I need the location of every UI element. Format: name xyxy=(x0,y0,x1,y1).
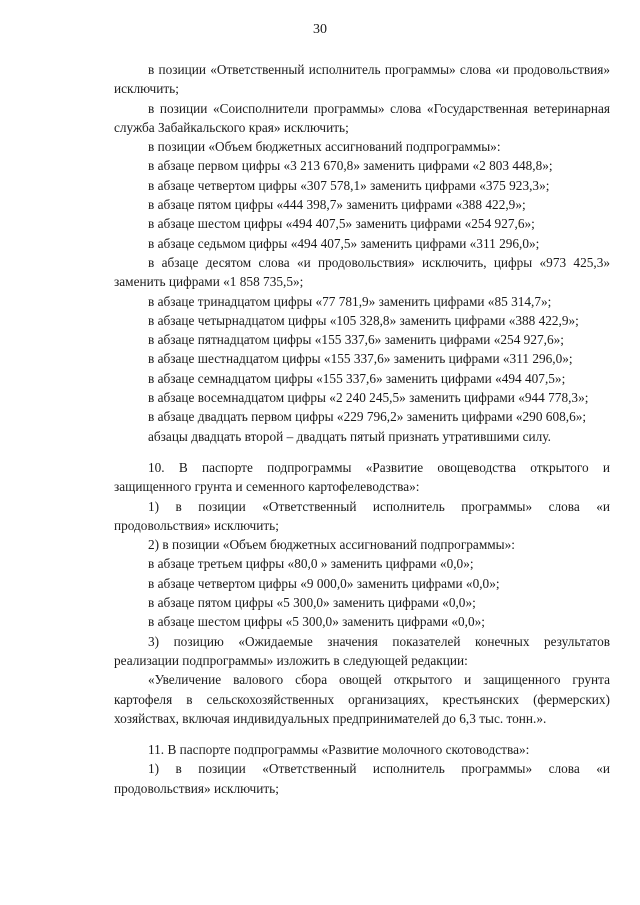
paragraph: в абзаце пятом цифры «5 300,0» заменить цифрами «0,0»; xyxy=(148,595,476,611)
paragraph: в абзаце пятом цифры «444 398,7» заменить цифрами «388 422,9»; xyxy=(148,197,526,213)
paragraph: в позиции «Соисполнители программы» слова «Государственная ветеринарная служба Забайкальского края» исключить; xyxy=(114,100,610,135)
paragraph: в абзаце четвертом цифры «9 000,0» заменить цифрами «0,0»; xyxy=(148,575,500,591)
paragraph: в абзаце двадцать первом цифры «229 796,2» заменить цифрами «290 608,6»; xyxy=(148,409,587,425)
paragraph: в абзаце первом цифры «3 213 670,8» заменить цифрами «2 803 448,8»; xyxy=(148,158,553,174)
paragraph: в абзаце четвертом цифры «307 578,1» заменить цифрами «375 923,3»; xyxy=(148,177,550,193)
paragraph: в абзаце восемнадцатом цифры «2 240 245,5» заменить цифрами «944 778,3»; xyxy=(148,390,589,406)
paragraph: в абзаце тринадцатом цифры «77 781,9» заменить цифрами «85 314,7»; xyxy=(148,293,552,309)
paragraph: в абзаце четырнадцатом цифры «105 328,8» заменить цифрами «388 422,9»; xyxy=(148,312,579,328)
paragraph: в абзаце шестнадцатом цифры «155 337,6» заменить цифрами «311 296,0»; xyxy=(148,351,573,367)
paragraph: в абзаце пятнадцатом цифры «155 337,6» заменить цифрами «254 927,6»; xyxy=(148,332,564,348)
section-heading: 11. В паспорте подпрограммы «Развитие молочного скотоводства»: xyxy=(148,742,530,758)
section-heading: 10. В паспорте подпрограммы «Развитие овощеводства открытого и защищенного грунта и семенного картофелеводства»: xyxy=(114,459,610,495)
paragraph: в абзаце седьмом цифры «494 407,5» заменить цифрами «311 296,0»; xyxy=(148,235,540,251)
paragraph: в абзаце шестом цифры «5 300,0» заменить цифрами «0,0»; xyxy=(148,614,485,630)
paragraph: в абзаце третьем цифры «80,0 » заменить цифрами «0,0»; xyxy=(148,556,474,572)
paragraph: в позиции «Объем бюджетных ассигнований подпрограммы»: xyxy=(148,139,501,155)
paragraph: в абзаце семнадцатом цифры «155 337,6» заменить цифрами «494 407,5»; xyxy=(148,370,566,386)
paragraph: в позиции «Ответственный исполнитель программы» слова «и продовольствия» исключить; xyxy=(114,62,610,97)
paragraph: 3) позицию «Ожидаемые значения показателей конечных результатов реализации подпрограммы» изложить в следующей редакции: xyxy=(114,633,610,668)
paragraph: в абзаце десятом слова «и продовольствия» исключить, цифры «973 425,3» заменить цифрами «1 858 735,5»; xyxy=(114,254,610,290)
paragraph: 2) в позиции «Объем бюджетных ассигнований подпрограммы»: xyxy=(148,537,515,553)
paragraph: 1) в позиции «Ответственный исполнитель программы» слова «и продовольствия» исключить; xyxy=(114,761,610,796)
paragraph: 1) в позиции «Ответственный исполнитель программы» слова «и продовольствия» исключить; xyxy=(114,498,610,533)
quoted-paragraph: «Увеличение валового сбора овощей открытого и защищенного грунта картофеля в сельскохозяйственных организациях, крестьянских (фермерских) хозяйствах, включая индивидуальных предпринимателей до 6,3 тыс. тонн.». xyxy=(114,672,610,726)
document-body xyxy=(114,60,610,798)
paragraph: абзацы двадцать второй – двадцать пятый признать утратившими силу. xyxy=(148,428,551,444)
paragraph: в абзаце шестом цифры «494 407,5» заменить цифрами «254 927,6»; xyxy=(148,216,535,232)
page-number: 30 xyxy=(313,22,327,37)
